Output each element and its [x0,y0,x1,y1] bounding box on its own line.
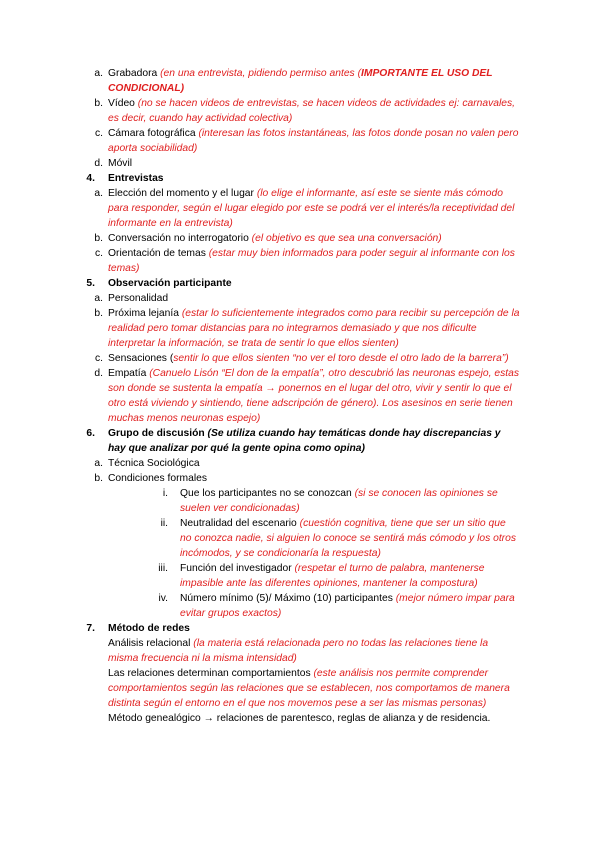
item-note: (el objetivo es que sea una conversación) [251,233,442,244]
list-item [0,66,600,96]
paragraph-text: Método genealógico → relaciones de parentesco, reglas de alianza y de residencia. [108,713,491,724]
list-marker: i. [162,488,168,499]
list-item [0,156,600,171]
list-marker: iii. [158,563,168,574]
section-number: 5. [86,278,95,289]
item-text: Próxima lejanía [108,308,182,319]
list-marker: c. [94,248,103,259]
item-text: Sensaciones ( [108,353,174,364]
section-title: Método de redes [108,623,190,634]
list-item [0,291,600,306]
list-item [0,471,600,486]
section-number: 4. [86,173,95,184]
list-marker: b. [94,308,103,319]
item-text: Orientación de temas [108,248,209,259]
list-item [0,366,600,426]
section-title: Entrevistas [108,173,164,184]
list-marker: a. [94,293,103,304]
item-text: Personalidad [108,293,169,304]
list-item [0,231,600,246]
section-number: 7. [86,623,95,634]
list-marker: b. [94,473,103,484]
paragraph-text: Las relaciones determinan comportamientos [108,668,314,679]
item-note: (estar muy bien informados para poder seguir al informante con los temas) [108,248,515,274]
item-text: Grabadora [108,68,161,79]
item-text: Que los participantes no se conozcan [180,488,355,499]
list-marker: d. [94,368,103,379]
item-text: Número mínimo (5)/ Máximo (10) participantes [180,593,396,604]
sub-list-item [0,516,600,561]
item-note: (Canuelo Lisón “El don de la empatía”, otro descubrió las neuronas espejo, estas son donde se sustenta la empatía → ponernos en el lugar del otro, vivir y sentir lo que el otro está viviendo y sintiendo, tiene adscripción de género). Los asesinos en serie tienen muchas menos neuronas espejo) [108,368,519,424]
item-note: (no se hacen videos de entrevistas, se hacen videos de actividades ej: carnavales, es decir, cuando hay actividad colectiva) [108,98,515,124]
list-marker: c. [94,353,103,364]
section-heading [0,426,600,456]
sub-list-item [0,561,600,591]
list-marker: d. [94,158,103,169]
section-heading [0,276,600,291]
item-text: Móvil [108,158,133,169]
item-note: (si se conocen las opiniones se suelen ver condicionadas) [180,488,498,514]
paragraph [0,711,600,726]
list-marker: a. [94,458,103,469]
list-item [0,186,600,231]
item-note: (mejor número impar para evitar grupos exactos) [180,593,515,619]
paragraph [0,636,600,666]
list-marker: b. [94,98,103,109]
item-note: (cuestión cognitiva, tiene que ser un sitio que no conozca nadie, si alguien lo conoce se sentirá más cómodo y los otros incómodos, y se condicionaría la respuesta) [180,518,516,559]
item-text: Conversación no interrogatorio [108,233,252,244]
item-note-emphasis: IMPORTANTE EL USO DEL CONDICIONAL) [108,68,493,94]
list-marker: a. [94,188,103,199]
paragraph [0,666,600,711]
item-text: Elección del momento y el lugar [108,188,257,199]
item-text: Empatía [108,368,150,379]
list-marker: b. [94,233,103,244]
paragraph-note: (la materia está relacionada pero no todas las relaciones tiene la misma frecuencia ni la misma intensidad) [108,638,489,664]
list-marker: iv. [158,593,168,604]
list-item [0,126,600,156]
item-text: Vídeo [108,98,138,109]
section-title: Grupo de discusión [108,428,208,439]
paragraph-text: Análisis relacional [108,638,194,649]
list-item [0,96,600,126]
list-marker: ii. [160,518,168,529]
sub-list-item [0,591,600,621]
section-heading [0,621,600,636]
item-note: (estar lo suficientemente integrados como para recibir su percepción de la realidad pero tomar distancias para no integrarnos demasiado y que nos dificulte interpretar la información, se trata de sentir lo que ellos sienten) [108,308,520,349]
list-marker: a. [94,68,103,79]
section-title: Observación participante [108,278,232,289]
item-note: (interesan las fotos instantáneas, las fotos donde posan no valen pero aporta sociabilidad) [108,128,519,154]
section-heading [0,171,600,186]
item-note: sentir lo que ellos sienten “no ver el toro desde el otro lado de la barrera”) [173,353,509,364]
list-item [0,306,600,351]
item-text: Técnica Sociológica [108,458,200,469]
item-note: (lo elige el informante, así este se siente más cómodo para responder, según el lugar elegido por este se podrá ver el interés/la receptividad del informante en la entrevista) [108,188,515,229]
item-note: (respetar el turno de palabra, mantenerse impasible ante las diferentes opiniones, mantener la compostura) [180,563,485,589]
item-text: Cámara fotográfica [108,128,199,139]
paragraph-note: (este análisis nos permite comprender comportamientos según las relaciones que se establecen, nos comportamos de manera distinta según el entorno en el que nos movemos pese a ser las mismas personas) [108,668,510,709]
item-text: Condiciones formales [108,473,208,484]
sub-list-item [0,486,600,516]
list-item [0,246,600,276]
document-page [0,66,600,726]
item-text: Neutralidad del escenario [180,518,300,529]
list-marker: c. [94,128,103,139]
section-title-note: (Se utiliza cuando hay temáticas donde hay discrepancias y hay que analizar por qué la gente opina como opina) [108,428,501,454]
item-note: (en una entrevista, pidiendo permiso antes ( [160,68,361,79]
list-item [0,351,600,366]
item-text: Función del investigador [180,563,295,574]
section-number: 6. [86,428,95,439]
list-item [0,456,600,471]
